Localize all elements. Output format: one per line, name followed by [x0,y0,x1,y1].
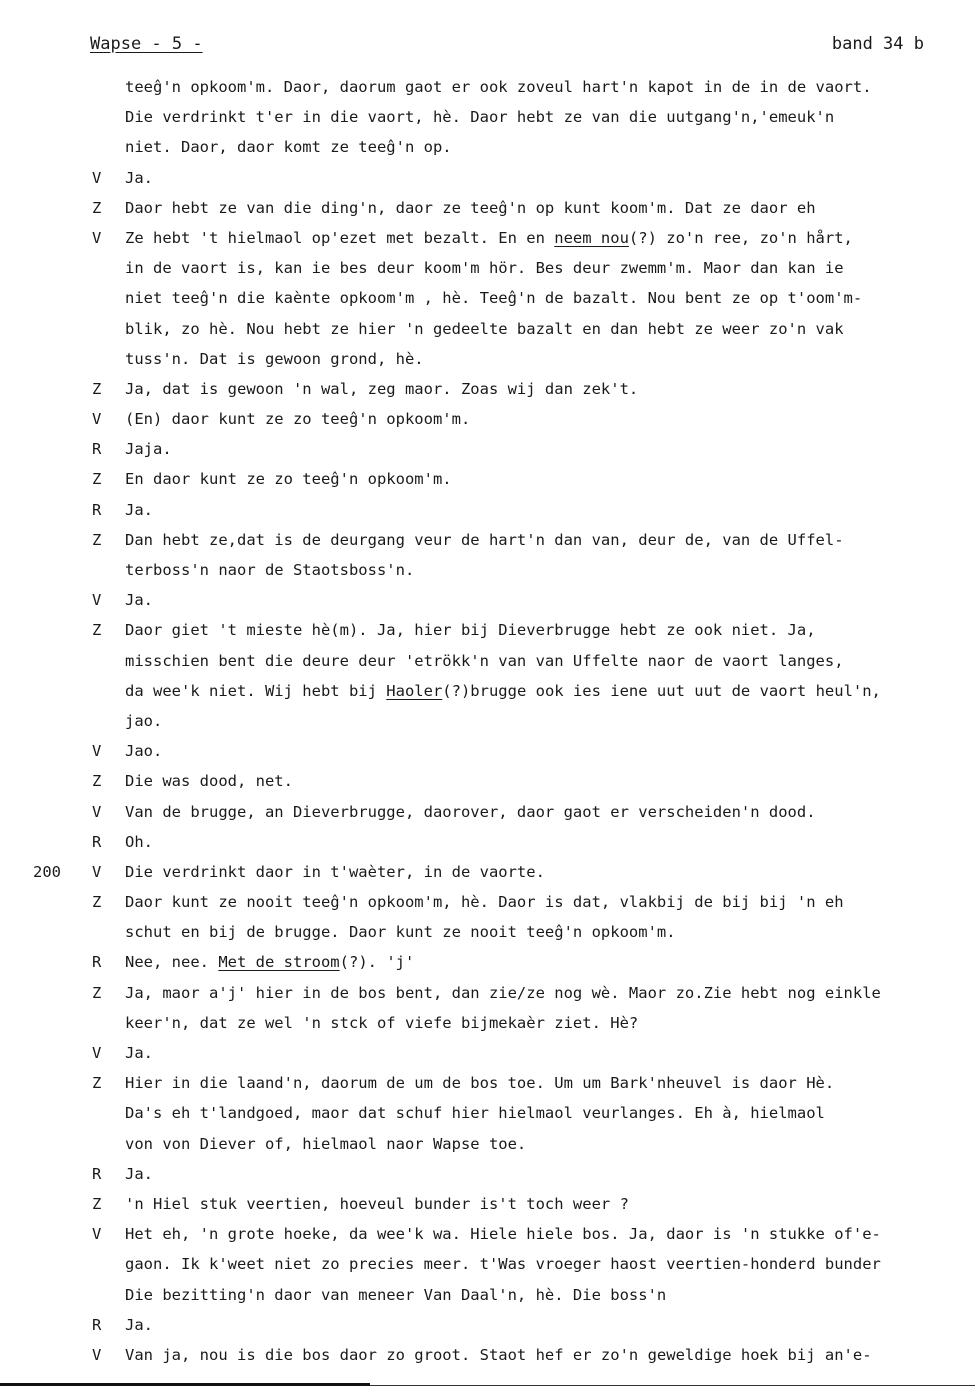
transcript-line [0,163,979,193]
transcript-line [0,1340,979,1370]
transcript-line [0,72,979,102]
speaker-label: V [92,802,102,821]
line-text-segment: Ja. [125,1164,153,1183]
line-text [125,283,975,313]
line-text-segment: Oh. [125,832,153,851]
transcript-line [0,615,979,645]
transcript-line [0,585,979,615]
line-text [125,1159,975,1189]
underlined-text: neem nou [554,228,629,247]
speaker-label: V [92,1225,102,1244]
line-text [125,1310,975,1340]
transcript-line [0,495,979,525]
line-text [125,736,975,766]
transcript-line [0,283,979,313]
speaker-label: V [92,1044,102,1062]
transcript-line [0,1280,979,1310]
line-text-segment: in de vaort is, kan ie bes deur koom'm hör. Bes deur zwemm'm. Maor dan kan ie [125,259,844,278]
line-text-segment: keer'n, dat ze wel 'n stck of viefe bijmekaèr ziet. Hè? [125,1013,639,1032]
speaker-label: Z [92,893,102,912]
speaker-label: V [92,591,102,610]
line-text-segment: Die verdrinkt t'er in die vaort, hè. Daor hebt ze van die uutgang'n,'emeuk'n [125,108,835,127]
line-text [125,1068,975,1098]
line-text-segment: Da's eh t'landgoed, maor dat schuf hier hielmaol veurlanges. Eh à, hielmaol [125,1104,825,1123]
underlined-text: Met de stroom [218,953,340,972]
speaker-label: V [92,168,102,187]
line-text [125,464,975,494]
line-text-segment: (En) daor kunt ze zo teeĝ'n opkoom'm. [125,410,471,429]
line-text [125,1219,975,1249]
line-text [125,1189,975,1219]
transcript-line [0,374,979,404]
line-text-segment: Het eh, 'n grote hoeke, da wee'k wa. Hiele hiele bos. Ja, daor is 'n stukke of'e- [125,1225,881,1244]
line-text [125,947,975,977]
transcript-line [0,1098,979,1128]
line-text [125,827,975,857]
transcript-line [0,1008,979,1038]
line-text [125,344,975,374]
speaker-label: R [92,832,102,851]
transcript-line [0,1310,979,1340]
line-text [125,253,975,283]
line-text-segment: Die bezitting'n daor van meneer Van Daal'n, hè. Die boss'n [125,1285,667,1304]
transcript-line [0,193,979,223]
transcript-line [0,917,979,947]
underlined-text: Haoler [386,681,443,700]
line-text [125,132,975,162]
line-text [125,797,975,827]
speaker-label: Z [92,983,102,1002]
speaker-label: V [92,1345,102,1364]
speaker-label: V [92,410,102,429]
transcript-line [0,1068,979,1098]
bottom-rule-thin [370,1385,975,1386]
speaker-label: Z [92,198,102,217]
speaker-label: R [92,1164,102,1183]
line-text-segment: Dan hebt ze,dat is de deurgang veur de hart'n dan van, deur de, van de Uffel- [125,530,844,549]
speaker-label: Z [92,1194,102,1213]
transcript-line [0,253,979,283]
line-text-segment: Die verdrinkt daor in t'waèter, in de vaorte. [125,862,545,881]
transcript-line [0,857,979,887]
transcript-line [0,404,979,434]
transcript-line [0,223,979,253]
line-text-segment: Ja, dat is gewoon 'n wal, zeg maor. Zoas wij dan zek't. [125,379,639,398]
line-text [125,857,975,887]
line-text-segment: jao. [125,711,163,730]
line-text-segment: schut en bij de brugge. Daor kunt ze nooit teeĝ'n opkoom'm. [125,923,676,942]
transcript-line [0,887,979,917]
speaker-label: V [92,742,102,761]
line-text-segment: da wee'k niet. Wij hebt bij [125,681,387,700]
line-text [125,525,975,555]
transcript-line [0,1038,979,1068]
transcript-line [0,525,979,555]
line-text-segment: Ja. [125,1044,153,1062]
transcript-line [0,434,979,464]
transcript-line [0,1189,979,1219]
page-header-band: band 34 b [831,34,924,54]
line-text [125,766,975,796]
speaker-label: Z [92,621,102,640]
line-text [125,676,975,706]
line-text [125,1129,975,1159]
transcript-line [0,736,979,766]
line-text-segment: (?) zo'n ree, zo'n hårt, [628,228,853,247]
transcript-line [0,132,979,162]
line-text-segment: Jao. [125,742,163,761]
line-text-segment: Ja. [125,500,153,519]
line-text-segment: teeĝ'n opkoom'm. Daor, daorum gaot er ook zoveul hart'n kapot in de in de vaort. [125,78,872,96]
line-text [125,555,975,585]
line-text [125,223,975,253]
line-text [125,646,975,676]
line-text-segment: von von Diever of, hielmaol naor Wapse toe. [125,1134,527,1153]
line-text [125,887,975,917]
line-text [125,615,975,645]
line-text [125,706,975,736]
transcript-line [0,464,979,494]
line-text-segment: gaon. Ik k'weet niet zo precies meer. t'Was vroeger haost veertien-honderd bunder [125,1255,881,1274]
line-text [125,404,975,434]
transcript-line [0,947,979,977]
line-text [125,163,975,193]
transcript-lines [0,72,979,1370]
line-text-segment: Van de brugge, an Dieverbrugge, daorover, daor gaot er verscheiden'n dood. [125,802,816,821]
line-text-segment: niet. Daor, daor komt ze teeĝ'n op. [125,138,452,157]
line-text [125,1038,975,1068]
line-text [125,314,975,344]
speaker-label: Z [92,1074,102,1093]
speaker-label: V [92,228,102,247]
transcript-line [0,978,979,1008]
line-text-segment: Ja, maor a'j' hier in de bos bent, dan zie/ze nog wè. Maor zo.Zie hebt nog einkle [125,983,881,1002]
line-text [125,917,975,947]
line-text [125,434,975,464]
line-text-segment: Die was dood, net. [125,772,293,791]
line-text [125,72,975,102]
transcript-line [0,1249,979,1279]
transcript-line [0,1219,979,1249]
line-text [125,1008,975,1038]
transcript-line [0,1159,979,1189]
speaker-label: Z [92,530,102,549]
line-text-segment: Nee, nee. [125,953,219,972]
speaker-label: V [92,862,102,881]
transcript-line [0,102,979,132]
speaker-label: R [92,440,102,459]
line-text-segment: tuss'n. Dat is gewoon grond, hè. [125,349,424,368]
transcript-line [0,706,979,736]
line-text-segment: Ja. [125,168,153,187]
line-text-segment: misschien bent die deure deur 'etrökk'n van van Uffelte naor de vaort langes, [125,651,844,670]
transcript-line [0,344,979,374]
transcript-line [0,827,979,857]
transcript-line [0,766,979,796]
line-text-segment: En daor kunt ze zo teeĝ'n opkoom'm. [125,470,452,489]
line-text [125,978,975,1008]
line-text [125,1249,975,1279]
line-number: 200 [33,862,61,881]
transcript-line [0,1129,979,1159]
line-text [125,585,975,615]
speaker-label: Z [92,470,102,489]
speaker-label: Z [92,379,102,398]
transcript-line [0,797,979,827]
transcript-line [0,646,979,676]
line-text-segment: (?)brugge ook ies iene uut uut de vaort heul'n, [442,681,881,700]
line-text-segment: Van ja, nou is die bos daor zo groot. Staot hef er zo'n geweldige hoek bij an'e- [125,1345,872,1364]
line-text-segment: Hier in die laand'n, daorum de um de bos toe. Um um Bark'nheuvel is daor Hè. [125,1074,835,1093]
line-text-segment: (?). 'j' [339,953,415,972]
line-text-segment: niet teeĝ'n die kaènte opkoom'm , hè. Teeĝ'n de bazalt. Nou bent ze op t'oom'm- [125,289,863,308]
page-header-title: Wapse - 5 - [90,34,203,54]
line-text [125,1098,975,1128]
transcript-line [0,314,979,344]
line-text-segment: Ja. [125,1315,153,1334]
line-text-segment: 'n Hiel stuk veertien, hoeveul bunder is't toch weer ? [125,1194,629,1213]
line-text [125,102,975,132]
transcript-line [0,555,979,585]
line-text-segment: Daor hebt ze van die ding'n, daor ze teeĝ'n op kunt koom'm. Dat ze daor eh [125,198,816,217]
line-text-segment: Ja. [125,591,153,610]
transcript-line [0,676,979,706]
line-text-segment: blik, zo hè. Nou hebt ze hier 'n gedeelte bazalt en dan hebt ze weer zo'n vak [125,319,844,338]
line-text [125,495,975,525]
line-text-segment: Daor kunt ze nooit teeĝ'n opkoom'm, hè. Daor is dat, vlakbij de bij bij 'n eh [125,893,844,912]
speaker-label: R [92,1315,102,1334]
speaker-label: R [92,500,102,519]
line-text-segment: Ze hebt 't hielmaol op'ezet met bezalt. En en [125,228,555,247]
speaker-label: R [92,953,102,972]
line-text-segment: Daor giet 't mieste hè(m). Ja, hier bij Dieverbrugge hebt ze ook niet. Ja, [125,621,816,640]
line-text [125,374,975,404]
line-text-segment: Jaja. [125,440,172,459]
line-text [125,193,975,223]
speaker-label: Z [92,772,102,791]
line-text [125,1340,975,1370]
bottom-rule [0,1383,370,1386]
line-text-segment: terboss'n naor de Staotsboss'n. [125,561,415,579]
line-text [125,1280,975,1310]
